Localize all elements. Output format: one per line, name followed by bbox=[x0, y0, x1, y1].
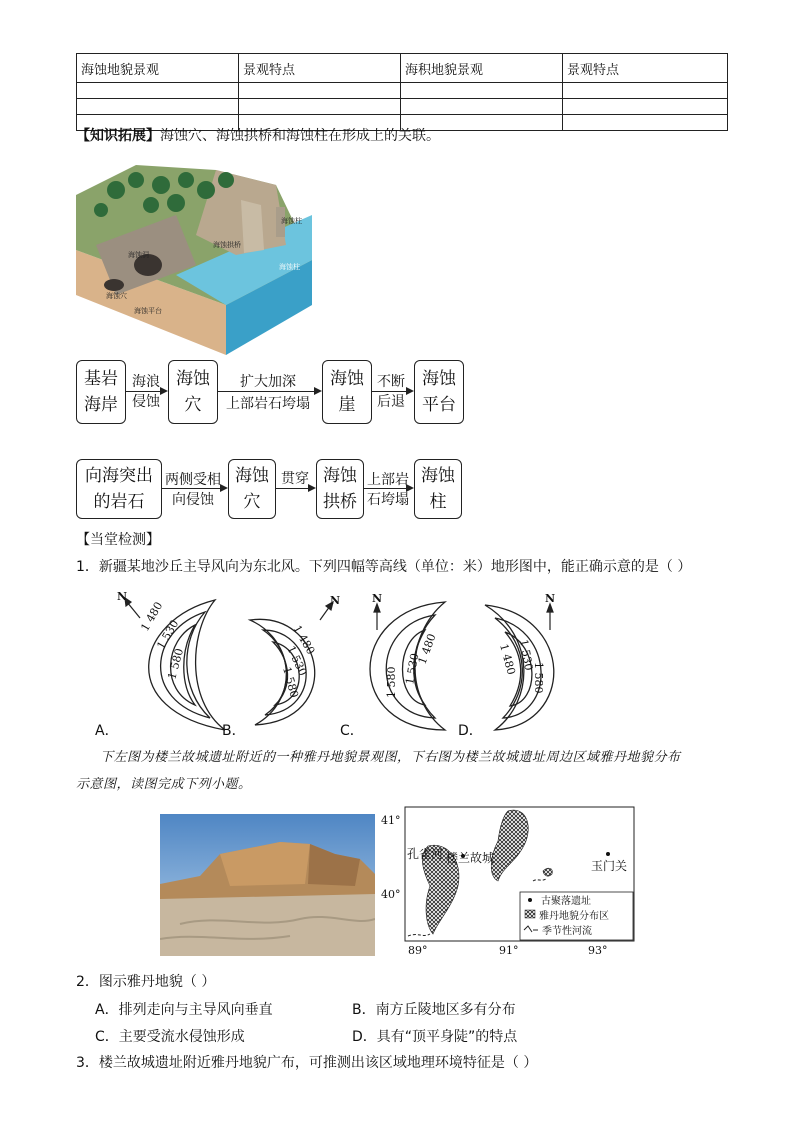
label-platform: 海蚀平台 bbox=[134, 307, 162, 315]
lat-40: 40° bbox=[381, 888, 401, 901]
flow1-arrow-label: 不断后退 bbox=[377, 374, 405, 410]
contour-label-d: 1 580 bbox=[532, 662, 545, 694]
option-c[interactable]: C． bbox=[340, 723, 364, 739]
contour-label-c: 1 480 bbox=[415, 631, 439, 667]
table-header: 海积地貌景观 bbox=[401, 54, 563, 83]
flow2-arrow-label: 贯穿 bbox=[281, 471, 309, 487]
yardang-photo bbox=[160, 814, 375, 956]
flow1-arrow-label: 扩大加深 bbox=[240, 374, 296, 390]
north-label: N bbox=[117, 590, 128, 603]
legend-river: 季节性河流 bbox=[542, 926, 592, 937]
flow1-box-bedrock: 基岩海岸 bbox=[76, 360, 126, 424]
flow1-box-platform: 海蚀平台 bbox=[414, 360, 464, 424]
contour-maps bbox=[95, 590, 575, 740]
intro-line-1: 下左图为楼兰故城遗址附近的一种雅丹地貌景观图，下右图为楼兰故城遗址周边区域雅丹地貌分布 bbox=[100, 750, 681, 765]
label-cave2: 海蚀穴 bbox=[106, 292, 127, 300]
label-arch: 海蚀拱桥 bbox=[213, 241, 241, 249]
option-b[interactable]: B． bbox=[222, 723, 246, 739]
contour-label-a: 1 530 bbox=[154, 617, 182, 652]
contour-label-c: 1 530 bbox=[403, 652, 422, 686]
table-header: 景观特点 bbox=[563, 54, 728, 83]
question-3: 3．楼兰故城遗址附近雅丹地貌广布，可推测出该区域地理环境特征是（ ） bbox=[76, 1055, 538, 1071]
place-loulan: 楼兰故城 bbox=[446, 851, 495, 865]
flow2-box-arch: 海蚀拱桥 bbox=[316, 459, 364, 519]
table-header: 景观特点 bbox=[239, 54, 401, 83]
q2-option-a[interactable]: A．排列走向与主导风向垂直 bbox=[95, 1002, 273, 1018]
option-a[interactable]: A． bbox=[95, 723, 119, 739]
contour-label-a: 1 580 bbox=[165, 646, 187, 681]
table-row bbox=[77, 83, 728, 99]
flow2-arrow-label: 两侧受相向侵蚀 bbox=[165, 472, 221, 508]
north-label: N bbox=[372, 592, 383, 605]
flow1-arrow-label: 上部岩石垮塌 bbox=[226, 396, 310, 412]
table-header: 海蚀地貌景观 bbox=[77, 54, 239, 83]
contour-label-d: 1 530 bbox=[517, 638, 536, 672]
lon-89: 89° bbox=[408, 944, 428, 957]
lon-93: 93° bbox=[588, 944, 608, 957]
flow1-arrow-label: 海浪侵蚀 bbox=[132, 374, 160, 410]
contour-label-d: 1 480 bbox=[497, 642, 518, 677]
option-d[interactable]: D． bbox=[458, 723, 483, 739]
flow2-arrow bbox=[161, 488, 226, 489]
knowledge-text: 海蚀穴、海蚀拱桥和海蚀柱在形成上的关联。 bbox=[160, 128, 440, 144]
table-row bbox=[77, 99, 728, 115]
contour-label-b: 1 480 bbox=[290, 623, 318, 657]
label-pillar: 海蚀柱 bbox=[281, 217, 302, 225]
landform-table bbox=[76, 53, 728, 131]
q2-option-b[interactable]: B．南方丘陵地区多有分布 bbox=[352, 1002, 516, 1018]
north-label: N bbox=[545, 592, 556, 605]
label-stack: 海蚀柱 bbox=[279, 263, 300, 271]
lat-41: 41° bbox=[381, 814, 401, 827]
place-kongque: 孔雀河 bbox=[407, 847, 444, 861]
contour-label-a: 1 480 bbox=[138, 599, 166, 634]
flow1-arrow bbox=[372, 391, 412, 392]
flow1-arrow bbox=[218, 391, 320, 392]
knowledge-tag: 【知识拓展】 bbox=[76, 128, 160, 144]
knowledge-line bbox=[76, 127, 440, 145]
place-yumen: 玉门关 bbox=[591, 859, 628, 873]
flow2-arrow bbox=[276, 488, 314, 489]
lon-91: 91° bbox=[499, 944, 519, 957]
contour-label-b: 1 530 bbox=[284, 643, 310, 678]
flow2-arrow-label: 上部岩石垮塌 bbox=[367, 472, 409, 508]
yardang-distribution-map bbox=[378, 806, 640, 958]
coastal-landform-diagram bbox=[76, 155, 312, 355]
flow1-box-notch: 海蚀穴 bbox=[168, 360, 218, 424]
q2-option-c[interactable]: C．主要受流水侵蚀形成 bbox=[95, 1029, 245, 1045]
flow2-box-stack: 海蚀柱 bbox=[414, 459, 462, 519]
label-cave: 海蚀洞 bbox=[128, 251, 149, 259]
flow2-arrow bbox=[364, 488, 412, 489]
legend-yardang: 雅丹地貌分布区 bbox=[539, 911, 609, 922]
flow1-box-cliff: 海蚀崖 bbox=[322, 360, 372, 424]
contour-label-b: 1 580 bbox=[280, 665, 301, 700]
flow2-box-notch: 海蚀穴 bbox=[228, 459, 276, 519]
legend-settlement: 古聚落遗址 bbox=[541, 896, 591, 907]
q2-option-d[interactable]: D．具有“顶平身陡”的特点 bbox=[352, 1029, 518, 1045]
intro-line-2: 示意图，读图完成下列小题。 bbox=[76, 777, 252, 792]
question-2: 2．图示雅丹地貌（ ） bbox=[76, 974, 216, 990]
flow2-box-rock: 向海突出的岩石 bbox=[76, 459, 162, 519]
flow1-arrow bbox=[126, 391, 166, 392]
contour-label-c: 1 580 bbox=[385, 666, 398, 698]
question-1: 1．新疆某地沙丘主导风向为东北风。下列四幅等高线（单位：米）地形图中，能正确示意的是（ ） bbox=[76, 559, 692, 575]
section-title: 【当堂检测】 bbox=[76, 532, 160, 548]
north-label: N bbox=[330, 594, 341, 607]
